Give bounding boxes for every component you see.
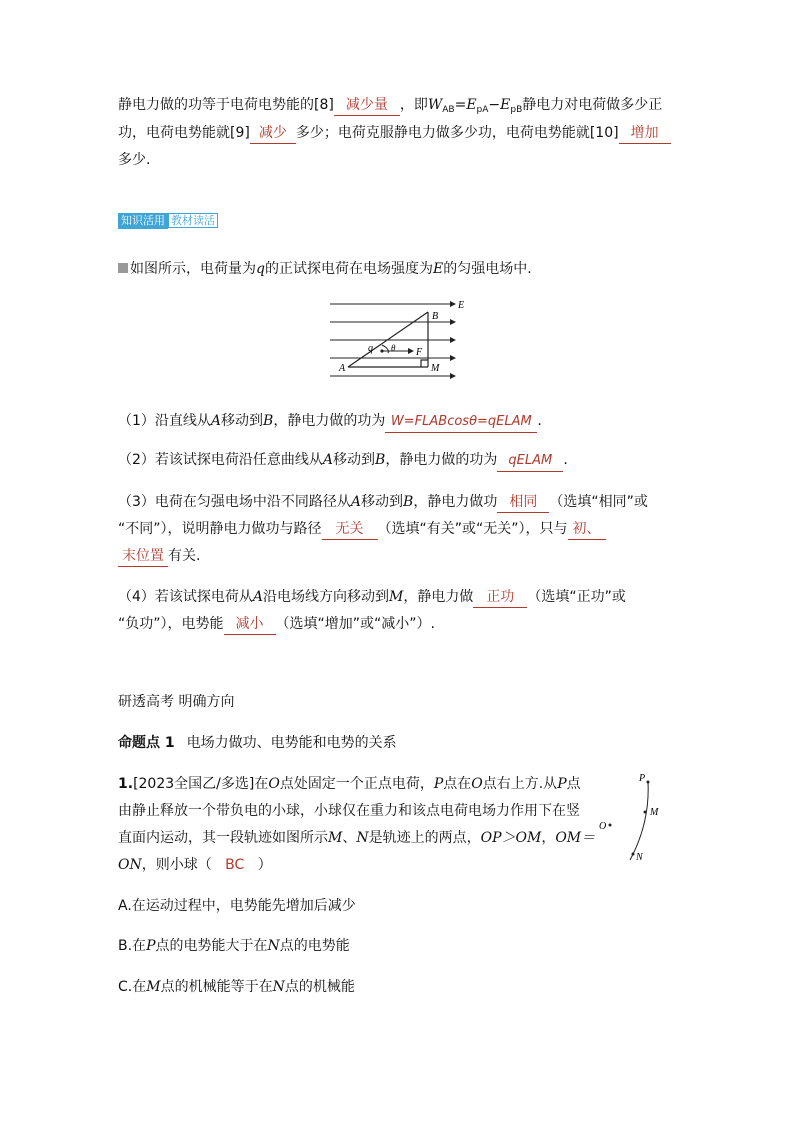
item-text: 沿电场线方向移动到 [263,589,390,605]
var-e: E [500,97,511,113]
answer-item-3-c1: 初、 [568,519,606,540]
option-text: 点的机械能 [284,979,355,995]
charge-dot [380,349,383,352]
label-q: q [368,343,373,354]
var-a: A [322,452,334,468]
problem-text: 是轨迹上的两点， [368,830,481,846]
item-text: （选填“正功”或 [527,589,626,605]
answer-item-3-a: 相同 [497,492,549,513]
point-m-dot [644,811,647,814]
intro-text: 静电力做的功等于电荷电势能的[8] [118,97,334,113]
var-m: M [328,830,343,846]
var-a: A [350,494,362,510]
item-text: ，静电力做的功为 [273,413,386,429]
relation-om-on: OM＝ [555,830,596,846]
item-1: （1）沿直线从A移动到B，静电力做的功为 W=FLABcosθ=qELAM . [118,411,542,433]
label-e: E [458,300,465,311]
label-m: M [650,807,659,818]
var-p: P [557,776,567,792]
answer-item-1: W=FLABcosθ=qELAM [385,412,537,433]
label-f: F [416,347,423,358]
item-text: ，静电力做功 [413,494,498,510]
problem-text: [2023全国乙/多选]在 [133,776,269,792]
var-n: N [267,938,280,954]
point-o-dot [609,824,612,827]
problem-text: 点在 [443,776,472,792]
var-p: P [146,938,156,954]
tag-textbook: 教材读活 [168,213,218,228]
item-text: （选填“相同”或 [549,494,648,510]
problem-text: 点右上方.从 [482,776,558,792]
var-p: P [433,776,444,792]
var-on: ON [118,857,142,873]
relation-op-om: OP＞OM [480,830,542,846]
section-title: 研透高考 明确方向 [118,694,235,710]
point-n-dot [632,853,635,856]
var-b: B [263,413,274,429]
option-b [118,936,350,956]
problem-line-4 [118,855,272,875]
intro-text: 功，电荷电势能就[9] [118,125,250,141]
sub-pa: pA [476,105,489,115]
problem-number: 1. [118,776,134,792]
trajectory-curve [630,782,648,860]
question-text: 的匀强电场中. [443,261,532,277]
problem-text: ，则小球（ [141,857,212,873]
problem-line-3 [118,828,595,848]
item-text: （3）电荷在匀强电场中沿不同路径从 [118,494,351,510]
item-text: 有关. [168,548,201,564]
intro-text: ，即 [399,97,428,113]
intro-text: 多少. [118,152,151,168]
point-label: 命题点 1 [118,735,175,751]
problem-line-1 [118,774,581,794]
intro-line-2 [118,123,671,144]
answer-item-4-a: 正功 [473,587,527,608]
var-e: E [466,97,477,113]
var-n: N [272,979,285,995]
problem-line-2: 由静止释放一个带负电的小球，小球仅在重力和该点电荷电场力作用下在竖 [118,803,580,819]
question-text: 的正试探电荷在电场强度为 [264,261,433,277]
tag-knowledge: 知识活用 [118,213,168,229]
var-b: B [375,452,386,468]
item-text: 移动到 [333,452,376,468]
item-text: ，静电力做的功为 [385,452,498,468]
item-4-line-2 [118,614,435,635]
item-text: （2）若该试探电荷沿任意曲线从 [118,452,323,468]
var-n: N [356,830,369,846]
var-w: W [427,97,443,113]
item-text: ，静电力做 [403,589,474,605]
tag-row [118,210,218,230]
var-a: A [210,413,222,429]
intro-text: 静电力对电荷做多少正 [522,97,663,113]
var-m: M [146,979,161,995]
item-text: “不同”），说明静电力做功与路径 [118,521,322,537]
intro-line-1 [118,95,662,116]
minus: − [488,97,501,113]
point-title: 电场力做功、电势能和电势的关系 [186,735,397,751]
label-a: A [339,363,346,374]
item-text: （选填“有关”或“无关”），只与 [377,521,568,537]
problem-text: ， [541,830,556,846]
option-text: 点的电势能大于在 [155,938,268,954]
option-text: 点的机械能等于在 [160,979,273,995]
option-text: 点的电势能 [279,938,350,954]
label-b: B [432,311,439,322]
question-text: 如图所示，电荷量为 [130,261,256,277]
item-3-line-1 [118,492,648,513]
point-heading [118,733,397,753]
intro-line-3 [118,150,150,170]
answer-item-2: qELAM [497,451,563,472]
point-p-dot [647,781,650,784]
var-q: q [256,261,265,277]
item-text: （选填“增加”或“减小”）. [275,616,435,632]
item-text: “负功”），电势能 [118,616,224,632]
label-theta: θ [391,343,396,353]
answer-item-3-c2: 末位置 [118,546,168,567]
label-n: N [636,852,643,863]
sub-pb: pB [510,105,523,115]
option-text: C.在 [118,979,147,995]
problem-text: 点处固定一个正点电荷， [279,776,434,792]
label-o: O [599,821,607,832]
problem-text: 点 [566,776,581,792]
option-a: A.在运动过程中，电势能先增加后减少 [118,898,356,914]
var-b: B [403,494,414,510]
item-2: （2）若该试探电荷沿任意曲线从A移动到B，静电力做的功为 qELAM . [118,450,568,472]
question-marker-icon [118,263,128,273]
option-text: B.在 [118,938,147,954]
problem-text: 直面内运动，其一段轨迹如图所示 [118,830,328,846]
sub-ab: AB [442,105,455,115]
var-m: M [389,589,404,605]
var-o: O [268,776,280,792]
var-a: A [252,589,264,605]
intro-text: 多少；电荷克服静电力做多少功，电荷电势能就[10] [295,125,619,141]
trajectory-figure [592,768,672,868]
var-e: E [432,261,444,277]
problem-text: ） [257,857,272,873]
question-stem [118,259,532,279]
option-c [118,977,355,997]
item-text: （1）沿直线从 [118,413,211,429]
item-3-line-3 [118,546,200,567]
item-4-line-1 [118,587,626,608]
equals: = [454,97,467,113]
answer-item-4-b: 减小 [224,614,276,635]
label-p: P [639,773,646,784]
answer-blank-9: 减少 [250,123,296,144]
item-text: （4）若该试探电荷从 [118,589,253,605]
uniform-field-figure [320,293,480,383]
answer-blank-8: 减少量 [334,95,400,116]
answer-item-3-b: 无关 [322,519,378,540]
answer-problem-1: BC [225,857,245,873]
item-text: 移动到 [361,494,404,510]
answer-blank-10: 增加 [619,123,671,144]
problem-text: 、 [342,830,357,846]
var-o: O [471,776,483,792]
label-m: M [431,363,440,374]
item-text: 移动到 [221,413,264,429]
item-3-line-2 [118,519,606,540]
